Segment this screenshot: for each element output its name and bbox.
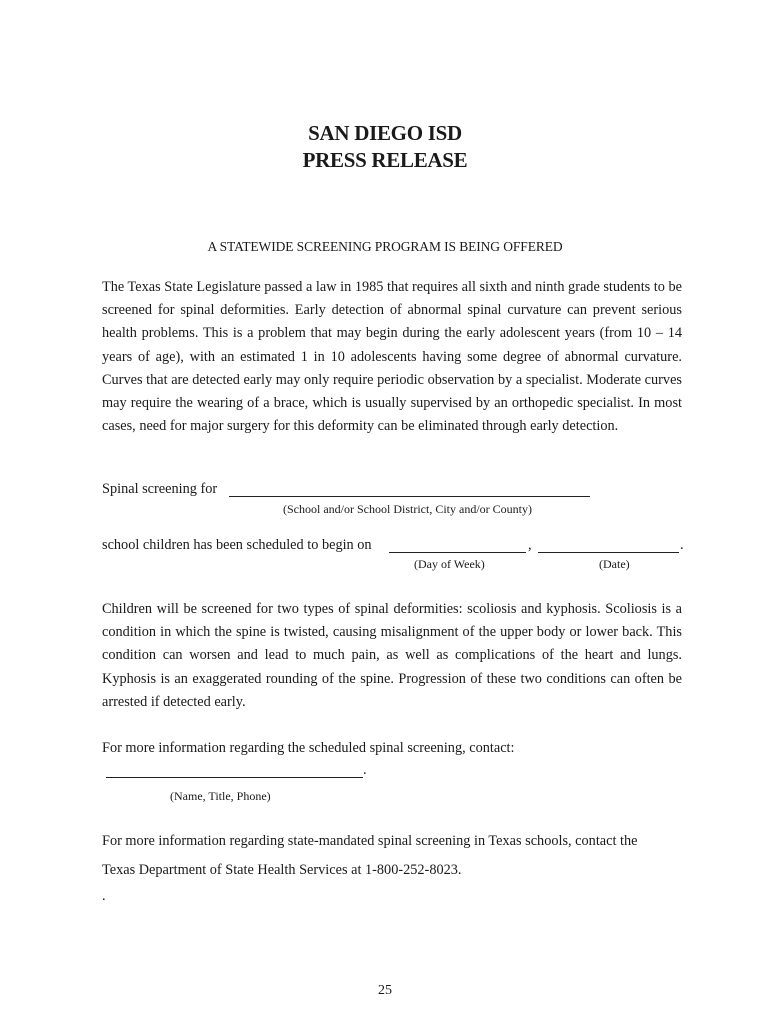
schedule-label: school children has been scheduled to begin on <box>102 537 372 553</box>
state-contact-line2: Texas Department of State Health Services at 1-800-252-8023. <box>102 862 462 878</box>
contact-caption: (Name, Title, Phone) <box>170 789 271 803</box>
deformities-paragraph: Children will be screened for two types of spinal deformities: scoliosis and kyphosis. Scoliosis is a condition in which the spine is twisted, causing misalignment of the upper body or lower back. This condition can worsen and lead to much pain, as well as complications of the heart and lungs. Kyphosis is an exaggerated rounding of the spine. Progression of these two conditions can often be arrested if detected early. <box>102 601 682 710</box>
schedule-period: . <box>680 537 684 553</box>
local-contact-label: For more information regarding the scheduled spinal screening, contact: <box>102 740 515 756</box>
document-title-line2: PRESS RELEASE <box>302 148 468 172</box>
screening-location-blank[interactable] <box>229 496 590 497</box>
date-blank[interactable] <box>538 552 679 553</box>
day-of-week-caption: (Day of Week) <box>414 557 485 571</box>
schedule-comma: , <box>528 537 532 553</box>
screening-label: Spinal screening for <box>102 481 218 497</box>
day-of-week-blank[interactable] <box>389 552 526 553</box>
contact-period: . <box>363 762 367 778</box>
date-caption: (Date) <box>599 557 630 571</box>
state-contact-line1: For more information regarding state-mandated spinal screening in Texas schools, contact the <box>102 833 638 849</box>
document-title-line1: SAN DIEGO ISD <box>308 121 462 145</box>
contact-name-blank[interactable] <box>106 777 363 778</box>
subheading: A STATEWIDE SCREENING PROGRAM IS BEING OFFERED <box>207 239 563 254</box>
page-number: 25 <box>378 983 392 998</box>
stray-period: . <box>102 888 106 904</box>
screening-location-caption: (School and/or School District, City and/or County) <box>283 502 532 516</box>
intro-paragraph: The Texas State Legislature passed a law in 1985 that requires all sixth and ninth grade students to be screened for spinal deformities. Early detection of abnormal spinal curvature can prevent serious health problems. This is a problem that may begin during the early adolescent years (from 10 – 14 years of age), with an estimated 1 in 10 adolescents having some degree of abnormal curvature. Curves that are detected early may only require periodic observation by a specialist. Moderate curves may require the wearing of a brace, which is usually supervised by an orthopedic specialist. In most cases, need for major surgery for this deformity can be eliminated through early detection. <box>102 279 682 435</box>
